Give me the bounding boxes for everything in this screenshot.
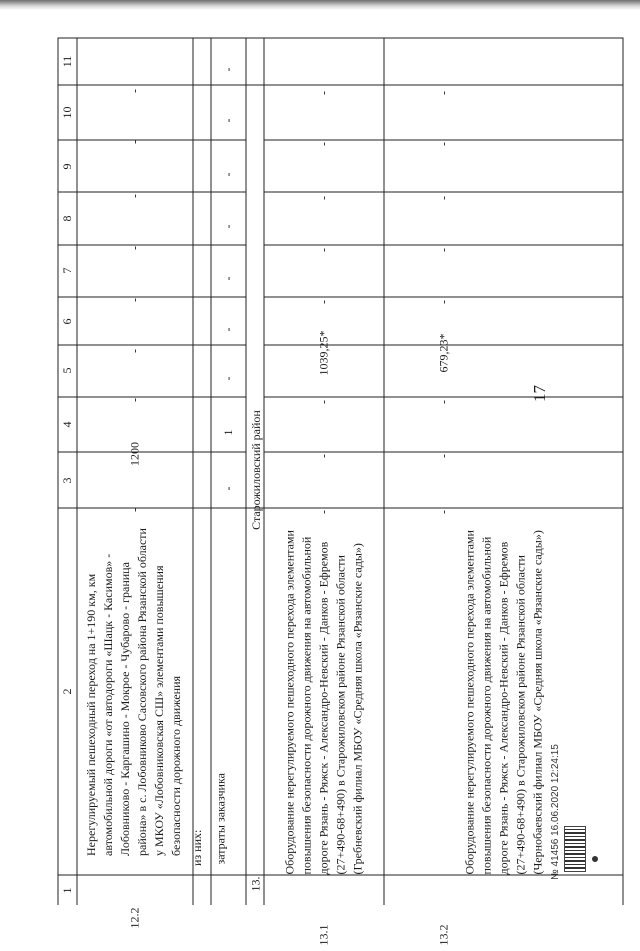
cell-4: 1200 xyxy=(127,442,141,466)
cell-4: 1 xyxy=(221,429,235,436)
cell-4: - xyxy=(316,454,330,458)
header-cell: 3 xyxy=(60,477,74,484)
cell-7: - xyxy=(436,300,450,304)
cell-11: - xyxy=(316,91,330,95)
header-cell: 10 xyxy=(60,106,74,119)
barcode-icon xyxy=(564,826,586,872)
header-cell: 5 xyxy=(60,367,74,374)
cell-3: - xyxy=(436,510,450,514)
cell-10: - xyxy=(127,140,141,144)
cell-8: - xyxy=(127,246,141,250)
cell-6: - xyxy=(221,327,235,332)
header-cell: 2 xyxy=(60,688,74,695)
cell-5: - xyxy=(127,398,141,402)
row-number: 12.2 xyxy=(127,907,141,929)
row-number: 13.1 xyxy=(316,924,330,946)
cell-11: - xyxy=(436,91,450,95)
item-name: затраты заказчика xyxy=(213,773,228,865)
cell-6: 679,23* xyxy=(436,333,450,373)
header-cell: 7 xyxy=(60,267,74,274)
item-name: Оборудование нерегулируемого пешеходного перехода элементами повышения безопасности дорожного движения на автомобильной дороге Рязань - Ряжск - Александро-Невский - Данков - Ефремов (27+490-68+490) в Старожиловском районе Рязанской области (Гребневский филиал МБОУ «Средняя школа «Рязанские сады») xyxy=(282,530,364,875)
item-name: Нерегулируемый пешеходный переход на 1+190 км, км автомобильной дороги «от автодороги «Шацк - Касимов» - Лобовниково - Каргашино - Мокрое - Чубарово - граница района» в с. Лобовниково Сасовского района Рязанской области у МКОУ «Лобовниковская СШ» элементами повышения безопасности дорожного движения xyxy=(84,528,183,856)
header-cell: 1 xyxy=(60,887,74,894)
cell-11: - xyxy=(127,89,141,93)
cell-8: - xyxy=(221,224,235,229)
cell-3: - xyxy=(127,508,141,512)
cell-10: - xyxy=(316,142,330,146)
cell-8: - xyxy=(316,248,330,252)
cell-7: - xyxy=(127,298,141,302)
cell-5: - xyxy=(316,400,330,404)
header-cell: 4 xyxy=(60,421,74,428)
cell-3: - xyxy=(316,510,330,514)
document-stamp: № 41456 16.06.2020 12:24:15 xyxy=(550,744,561,880)
header-cell: 9 xyxy=(60,163,74,170)
cell-6: - xyxy=(127,349,141,353)
cell-10: - xyxy=(436,142,450,146)
header-cell: 8 xyxy=(60,215,74,222)
cell-9: - xyxy=(221,172,235,177)
cell-7: - xyxy=(316,300,330,304)
header-cell: 11 xyxy=(60,55,74,68)
cell-7: - xyxy=(221,276,235,281)
item-name: из них: xyxy=(189,829,204,866)
cell-6: 1039,25* xyxy=(316,330,330,376)
item-name: Оборудование нерегулируемого пешеходного перехода элементами повышения безопасности дорожного движения на автомобильной дороге Рязань - Ряжск - Александро-Невский - Данков - Ефремов (27+490-68+490) в Старожиловском районе Рязанской области (Чернобаевский филиал МБОУ «Средняя школа «Рязанские сады») xyxy=(462,530,544,875)
cell-11: - xyxy=(221,67,235,72)
cell-3: - xyxy=(221,486,235,491)
section-title: Старожиловский район xyxy=(248,410,263,530)
cell-5: - xyxy=(436,400,450,404)
cell-9: - xyxy=(436,196,450,200)
mark-dot xyxy=(592,856,598,862)
cell-4: - xyxy=(436,454,450,458)
row-number: 13.2 xyxy=(436,924,450,946)
header-cell: 6 xyxy=(60,318,74,325)
cell-9: - xyxy=(316,196,330,200)
cell-9: - xyxy=(127,194,141,198)
cell-10: - xyxy=(221,118,235,123)
page-number: 17 xyxy=(530,385,549,402)
cell-8: - xyxy=(436,248,450,252)
cell-5: - xyxy=(221,376,235,381)
row-number: 13. xyxy=(248,876,262,892)
